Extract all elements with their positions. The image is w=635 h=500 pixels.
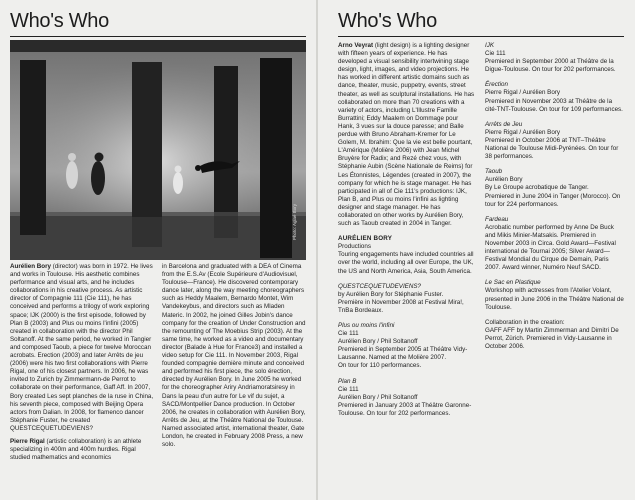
- work-title: Taoub: [485, 168, 503, 176]
- work-title: Plus ou moins l'infini: [338, 322, 395, 329]
- work-entry: [485, 42, 625, 74]
- work-line: Cie 111: [338, 330, 359, 338]
- bio-paragraph: [10, 438, 154, 462]
- bio-paragraph: [10, 263, 154, 433]
- work-line: Premiered in November 2003 at Théâtre de la cité-TNT-Toulouse. On tour for 109 performances.: [485, 97, 623, 113]
- work-line: Collaboration in the creation:: [485, 318, 565, 326]
- work-title: Le Sac en Plastique: [485, 279, 541, 287]
- bio-text: is an athlete specializing in 400m and 400m hurdles. Rigal studied mathematics and economics: [10, 437, 142, 462]
- right-page: [318, 0, 635, 500]
- work-line: On tour for 110 performances.: [338, 362, 422, 370]
- work-line: GAFF AFF by Martin Zimmerman and Dimitri De Perrot, Zürich. Premiered in Vidy-Lausanne in October 2006.: [485, 326, 619, 350]
- work-title: IJK: [485, 42, 495, 49]
- work-title: QUESTCEQUETUDEVIENS?: [338, 282, 422, 290]
- work-line: Premiered in June 2004 in Tanger (Morocco). On tour for 224 performances.: [485, 192, 621, 208]
- bio-text: is a lighting designer with fifteen years of experience. He has developed a visual sensibility intertwining stage design, light, images, and video projections. He has worked in different artistic domains such as dance, theater, music, puppetry, events, street theater, as well as sculptural installations. He has collaborated on more than 70 creations with a variety of actors, including L'Illustre Famille Burrattini; Eddy Maalem on Dommage pour Hank, 3 vues sur la douce paresse; and Balle perdue with Bruno Abraham-Kremer for Le Golem, M. Ibrahim: Que la vie est belle pourtant, L'Amérique (Molière 2006) with Jean Michel Bruyère for Radix; and Rezé chez vous, with Stéphanie Aubin (Scène Nationale de Reims) for Les Étonnistes, Légendes (created in 2007), the company for which he is stage manager. He has participated in all of Cie 111's productions: IJK, Plan B, and Plus ou moins l'infini as lighting designer and stage manager. He has collaborated on other works by Aurélien Bory, such as Taoub created in 2004 in Tanger.: [338, 42, 475, 228]
- company-title: AURÉLIEN BORY: [338, 235, 393, 243]
- work-line: by Aurélien Bory for Stéphanie Fuster.: [338, 290, 444, 298]
- work-title: Plan B: [338, 377, 357, 385]
- left-page: [0, 0, 317, 500]
- work-line: Premiered in January 2003 at Théâtre Garonne-Toulouse. On tour for 202 performances.: [338, 401, 472, 417]
- bio-role: (light design): [373, 42, 411, 49]
- page-heading: Who's Who: [338, 10, 437, 32]
- work-line: Pierre Rigal / Aurélien Bory: [485, 128, 561, 136]
- heading-rule: [10, 36, 306, 37]
- bio-role: (director): [50, 263, 78, 270]
- bio-name: Arno Veyrat: [338, 42, 374, 49]
- work-entry: [338, 322, 476, 371]
- company-line: Touring engagements have included countries all over the world, including all over Europe, the UK, the US and North America, Asia, South America.: [338, 251, 474, 275]
- left-column-1: [10, 263, 154, 467]
- work-line: Premiered in September 2005 at Théâtre Vidy-Lausanne. Named at the Molière 2007.: [338, 346, 468, 362]
- work-entry: [338, 378, 476, 418]
- right-column-1: [338, 42, 476, 425]
- bio-name: Aurélien Bory: [10, 263, 51, 270]
- work-line: Pierre Rigal / Aurélien Bory: [485, 89, 561, 97]
- work-line: Cie 111: [338, 385, 359, 393]
- work-entry: [485, 121, 625, 161]
- bio-text: was born in 1972. He lives and works in Toulouse. His aesthetic combines performance and visual arts, and he includes collaborations in his creative process. As artistic director of Compagnie 111 (Cie 111), he has conceived and performs a trilogy of work exploring space; IJK (2000) is the first episode, followed by Plan B (2003) and Plus ou moins l'infini (2005) created in collaboration with the director Phil Soltanoff. At the same period, he worked in Tangier and composed Taoub, a piece for twelve Moroccan acrobats. Erection (2003) and later Arrêts de jeu (2006) were his two first collaborations with Pierre Rigal, one of his closest partners. In 2006, he was invited to Zurich by Zimmermann-de Perrot to collaborate on their performance, Gaff Aff. In 2007, Bory created Les sept planches de la ruse in China, his seventh piece, composed with Beijing Opera actors from Dalian. In 2008, for flamenco dancer Stéphanie Fuster, he created QUESTCEQUETUDEVIENS?: [10, 263, 154, 432]
- work-entry: [485, 279, 625, 311]
- work-line: Aurélien Bory / Phil Soltanoff: [338, 393, 418, 401]
- work-title: Arrêts de Jeu: [485, 120, 523, 128]
- bio-name: Pierre Rigal: [10, 437, 45, 445]
- bio-text: in Barcelona and graduated with a DEA of Cinema from the E.S.Av (Ecole Supérieure d'Audiovisuel, Toulouse—France). He discovered contemporary dance later, along the way meeting choreographers such as Heddy Maalem, Bernardo Montet, Wim Vandekeybus, and directors such as Mladen Materic. In 2002, he joined Gilles Jobin's dance company for the creation of Under Construction and the remounting of The Moebius Strip (2003). At the same time, he worked as a video and documentary director (Balade à Hue for France3) and installed a video setup for Cie 111. In November 2003, Rigal founded compagnie dernière minute and conceived and performed his first piece, the solo érection, directed by Aurélien Bory. In June 2005 he worked for the choreographer Ariry Andriamoratsiresy in Dans la peau d'un autre for Le vif du sujet, a SACD/Montpellier Dance production. In October 2006, he creates in collaboration with Aurélien Bory, Arrêts de Jeu, at the Théâtre National de Toulouse. Named associated artist, international theater, Gate London, he created in February 2008 Press, a new solo.: [162, 263, 306, 449]
- page-heading: Who's Who: [10, 10, 109, 32]
- company-line: Productions: [338, 243, 372, 251]
- work-line: Acrobatic number performed by Anne De Buck and Mikis Minier-Matsakis. Premiered in November 2003 in Circa. Gold Award—Festival international de Tournai 2005; Silver Award—Festival Mondial du Cirque de Demain, Paris 2007. Award winner, Numéro Neuf SACD.: [485, 223, 616, 272]
- bio-role: (artistic collaboration): [44, 437, 106, 445]
- stage-photo-graphic: [10, 40, 306, 260]
- work-entry: [485, 216, 625, 273]
- work-entry: [485, 168, 625, 208]
- work-line: Cie 111: [485, 50, 506, 58]
- work-line: Première in November 2008 at Festival Mira!, TnBa Bordeaux.: [338, 298, 464, 314]
- collaboration-entry: [485, 319, 625, 351]
- work-title: Érection: [485, 81, 508, 89]
- work-line: By Le Groupe acrobatique de Tanger.: [485, 184, 589, 192]
- work-entry: [485, 81, 625, 113]
- heading-rule: [338, 36, 624, 37]
- company-block: [338, 235, 476, 275]
- work-title: Fardeau: [485, 215, 509, 223]
- right-column-2: [485, 42, 625, 358]
- work-line: Aurélien Bory / Phil Soltanoff: [338, 338, 418, 346]
- bio-paragraph: [162, 263, 306, 449]
- work-line: Workshop with actresses from l'Atelier Volant, presented in June 2006 in the Théâtre National de Toulouse.: [485, 287, 624, 311]
- work-line: Premiered in September 2000 at Théâtre de la Digue-Toulouse. On tour for 202 performances.: [485, 58, 616, 74]
- work-line: Aurélien Bory: [485, 176, 523, 184]
- left-column-2: [162, 263, 306, 454]
- photo-credit: Photo: Aglaé Bory: [292, 203, 297, 240]
- work-entry: [338, 283, 476, 315]
- work-line: Premiered in October 2006 at TNT–Théâtre National de Toulouse Midi-Pyrénées. On tour for 38 performances.: [485, 136, 619, 161]
- stage-photo: [10, 40, 306, 260]
- bio-paragraph: [338, 42, 476, 228]
